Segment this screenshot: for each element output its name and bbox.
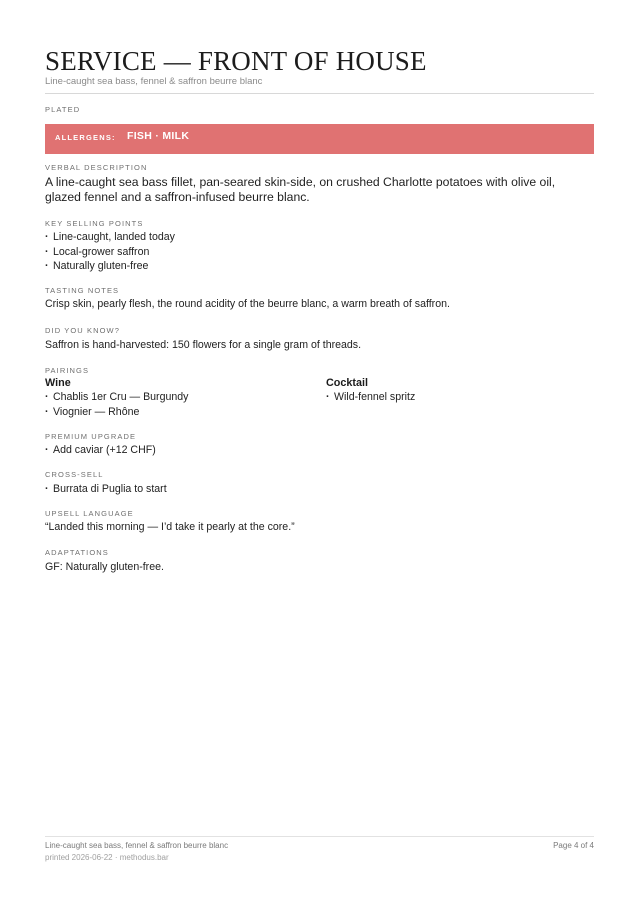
cocktail-heading: Cocktail (326, 377, 369, 389)
list-item: · Line-caught, landed today (45, 230, 175, 245)
verbal-description-label: VERBAL DESCRIPTION (45, 163, 148, 172)
tasting-notes-text: Crisp skin, pearly flesh, the round acidity of the beurre blanc, a warm breath of saffron. (45, 298, 450, 310)
footer-page-number: Page 4 of 4 (553, 841, 594, 850)
service-style-label: PLATED (45, 105, 81, 114)
wine-list (45, 390, 188, 419)
did-you-know-text: Saffron is hand-harvested: 150 flowers for a single gram of threads. (45, 339, 362, 351)
list-item: · Viognier — Rhône (45, 405, 188, 420)
cross-sell-list (45, 482, 167, 497)
key-selling-points-label: KEY SELLING POINTS (45, 219, 144, 228)
did-you-know-label: DID YOU KNOW? (45, 326, 121, 335)
footer-dish-name: Line-caught sea bass, fennel & saffron beurre blanc (45, 841, 229, 850)
verbal-description-text: A line-caught sea bass fillet, pan-seared skin-side, on crushed Charlotte potatoes with olive oil, glazed fennel and a saffron-infused beurre blanc. (45, 175, 556, 204)
footer-divider (45, 836, 594, 837)
premium-upgrade-list (45, 443, 156, 458)
upsell-language-label: UPSELL LANGUAGE (45, 509, 134, 518)
tasting-notes-label: TASTING NOTES (45, 286, 120, 295)
premium-upgrade-label: PREMIUM UPGRADE (45, 432, 137, 441)
list-item: · Add caviar (+12 CHF) (45, 443, 156, 458)
pairings-label: PAIRINGS (45, 366, 90, 375)
adaptations-text: GF: Naturally gluten-free. (45, 561, 164, 573)
footer-printed-info: printed 2026-06-22 · methodus.bar (45, 853, 169, 862)
adaptations-label: ADAPTATIONS (45, 548, 109, 557)
allergen-banner (45, 124, 594, 154)
allergen-values: FISH · MILK (127, 130, 190, 142)
list-item: · Wild-fennel spritz (326, 390, 415, 405)
cross-sell-label: CROSS-SELL (45, 470, 104, 479)
list-item: · Local-grower saffron (45, 245, 175, 260)
list-item: · Burrata di Puglia to start (45, 482, 167, 497)
wine-heading: Wine (45, 377, 71, 389)
cocktail-list (326, 390, 415, 405)
page-title: SERVICE — FRONT OF HOUSE (45, 46, 427, 76)
key-selling-points-list (45, 230, 175, 274)
upsell-language-text: “Landed this morning — I’d take it pearly at the core.” (45, 521, 295, 533)
list-item: · Naturally gluten-free (45, 259, 175, 274)
allergen-label: ALLERGENS: (55, 133, 116, 142)
dish-subtitle: Line-caught sea bass, fennel & saffron beurre blanc (45, 76, 263, 87)
list-item: · Chablis 1er Cru — Burgundy (45, 390, 188, 405)
header-divider (45, 93, 594, 94)
